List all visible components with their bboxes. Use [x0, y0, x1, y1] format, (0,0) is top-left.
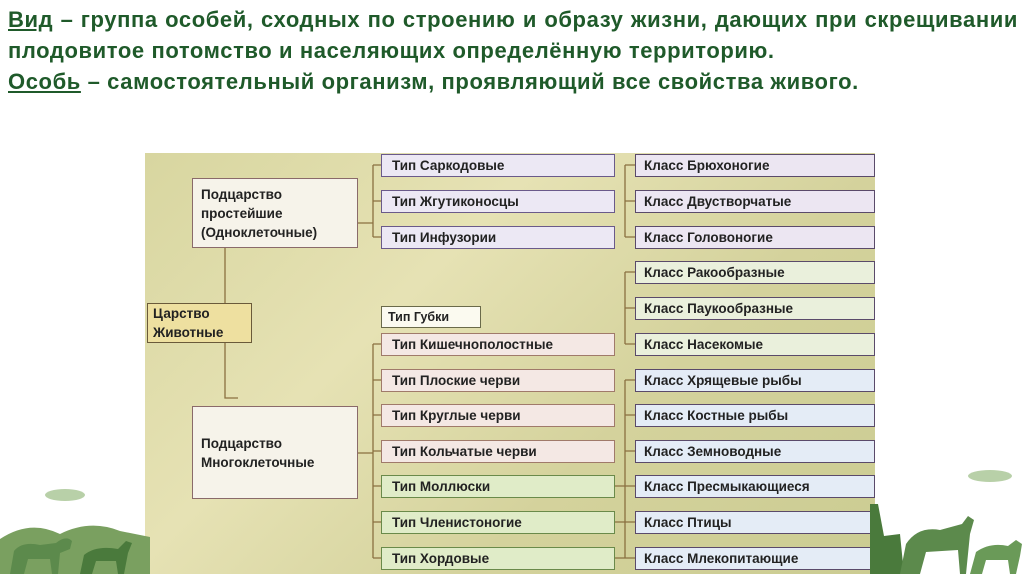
- phylum-roundworms: Тип Круглые черви: [381, 404, 615, 427]
- definitions: [8, 4, 1018, 97]
- class-reptiles: Класс Пресмыкающиеся: [635, 475, 875, 498]
- class-crustaceans: Класс Ракообразные: [635, 261, 875, 284]
- class-gastropods: Класс Брюхоногие: [635, 154, 875, 177]
- kingdom-animals: Царство Животные: [147, 303, 252, 343]
- class-cartilaginous-fish: Класс Хрящевые рыбы: [635, 369, 875, 392]
- phylum-chordates: Тип Хордовые: [381, 547, 615, 570]
- phylum-arthropods: Тип Членистоногие: [381, 511, 615, 534]
- class-amphibians: Класс Земноводные: [635, 440, 875, 463]
- class-bivalves: Класс Двустворчатые: [635, 190, 875, 213]
- phylum-sponges: Тип Губки: [381, 306, 481, 328]
- definition-species: [8, 4, 1018, 66]
- animal-silhouettes-right: [870, 464, 1024, 574]
- class-birds: Класс Птицы: [635, 511, 875, 534]
- phylum-cnidaria: Тип Кишечнополостные: [381, 333, 615, 356]
- term-individual: Особь: [8, 69, 81, 94]
- classification-chart: [145, 153, 875, 574]
- animal-silhouettes-left: [0, 479, 150, 574]
- class-insects: Класс Насекомые: [635, 333, 875, 356]
- term-species: Вид: [8, 7, 54, 32]
- definition-individual-text: – самостоятельный организм, проявляющий все свойства живого.: [80, 69, 859, 94]
- phylum-flatworms: Тип Плоские черви: [381, 369, 615, 392]
- definition-species-text: – группа особей, сходных по строению и образу жизни, дающих при скрещивании плодовитое потомство и населяющих определённую территорию.: [8, 7, 1018, 63]
- phylum-mollusks: Тип Моллюски: [381, 475, 615, 498]
- class-cephalopods: Класс Головоногие: [635, 226, 875, 249]
- definition-individual: [8, 66, 1018, 97]
- class-arachnids: Класс Паукообразные: [635, 297, 875, 320]
- class-mammals: Класс Млекопитающие: [635, 547, 875, 570]
- class-bony-fish: Класс Костные рыбы: [635, 404, 875, 427]
- subkingdom-multicellular: Подцарство Многоклеточные: [192, 406, 358, 499]
- phylum-sarcodina: Тип Саркодовые: [381, 154, 615, 177]
- subkingdom-protozoa: Подцарство простейшие (Одноклеточные): [192, 178, 358, 248]
- phylum-annelids: Тип Кольчатые черви: [381, 440, 615, 463]
- phylum-flagellates: Тип Жгутиконосцы: [381, 190, 615, 213]
- phylum-ciliates: Тип Инфузории: [381, 226, 615, 249]
